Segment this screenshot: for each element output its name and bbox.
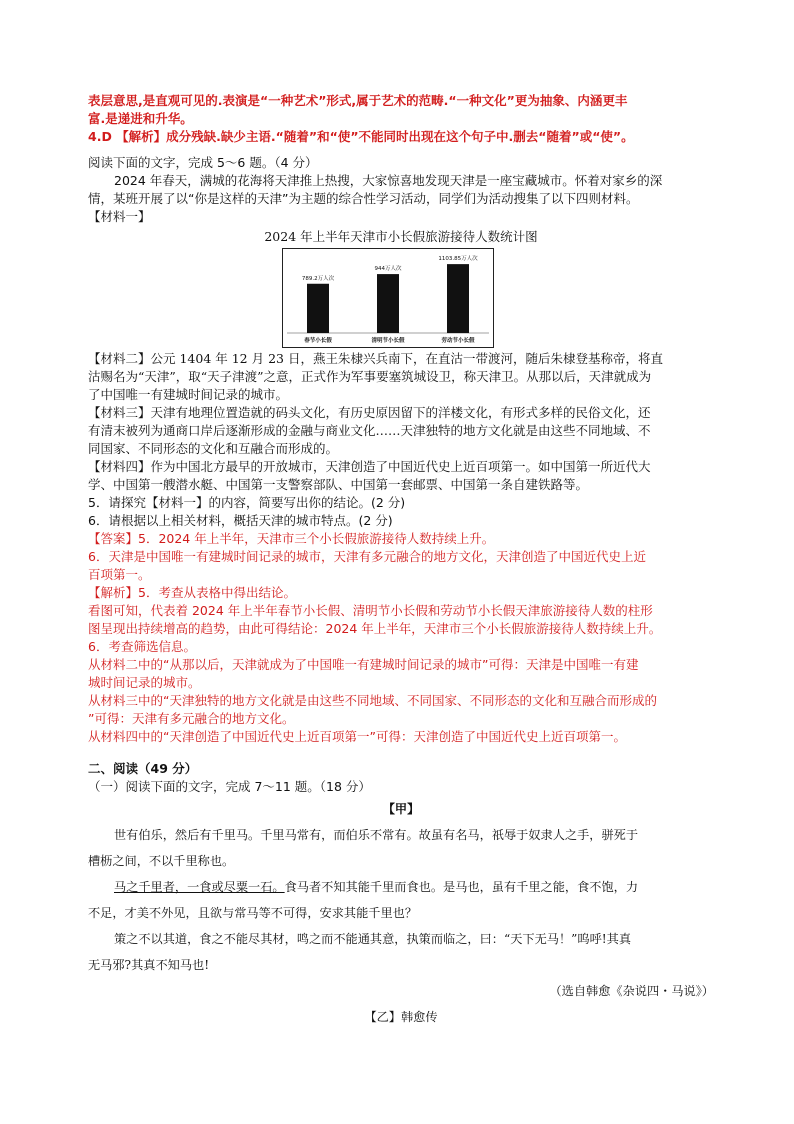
material-line: 了中国唯一有建城时间记录的城市。 <box>88 387 289 402</box>
text-line: 世有伯乐，然后有千里马。千里马常有，而伯乐不常有。故虽有名马，祇辱于奴隶人之手，骈死于 <box>114 828 639 842</box>
material-label: 【材料一】 <box>88 209 151 224</box>
text-label-jia: 【甲】 <box>382 802 420 816</box>
material-line: 学、中国第一艘潜水艇、中国第一支警察部队、中国第一套邮票、中国第一条自建铁路等。 <box>88 477 589 492</box>
material-line: 同国家、不同形态的文化和互融合而形成的。 <box>88 441 339 456</box>
source-citation: （选自韩愈《杂说四・马说》） <box>549 984 714 998</box>
answer-text: 表层意思,是直观可见的.表演是“一种艺术”形式,属于艺术的范畴.“一种文化”更为抽象、内涵更丰 <box>88 93 628 108</box>
analysis-line: 城时间记录的城市。 <box>88 675 201 690</box>
text-line: 不足，才美不外见，且欲与常马等不可得，安求其能千里也？ <box>88 906 418 920</box>
answer-line: 百项第一。 <box>88 567 151 582</box>
analysis-line: 6．考查筛选信息。 <box>88 639 196 654</box>
chart-svg <box>283 249 493 347</box>
chart-title: 2024 年上半年天津市小长假旅游接待人数统计图 <box>264 229 538 244</box>
data-label: 789.2万人次 <box>301 275 335 282</box>
chart-frame <box>282 248 494 348</box>
material-line: 【材料三】天津有地理位置造就的码头文化，有历史原因留下的洋楼文化，有形式多样的民俗文化，还 <box>88 405 651 420</box>
section-heading: 二、阅读（49 分） <box>88 761 198 776</box>
x-tick-label: 清明节小长假 <box>371 338 405 344</box>
x-tick-label: 春节小长假 <box>304 338 332 344</box>
analysis-line: 看图可知，代表着 2024 年上半年春节小长假、清明节小长假和劳动节小长假天津旅游接待人数的柱形 <box>88 603 653 618</box>
analysis-line: 【解析】5．考查从表格中得出结论。 <box>88 585 296 600</box>
analysis-line: 从材料四中的“天津创造了中国近代史上近百项第一”可得：天津创造了中国近代史上近百项第一。 <box>88 729 626 744</box>
underlined-sentence: 马之千里者，一食或尽粟一石。 <box>114 880 285 894</box>
analysis-line: 图呈现出持续增高的趋势，由此可得结论：2024 年上半年，天津市三个小长假旅游接待人数持续上升。 <box>88 621 662 636</box>
data-label: 1103.85万人次 <box>438 256 478 263</box>
bar-chart <box>88 228 714 348</box>
material-line: 【材料四】作为中国北方最早的开放城市，天津创造了中国近代史上近百项第一。如中国第一所近代大 <box>88 459 651 474</box>
bar <box>377 274 399 333</box>
analysis-line: 从材料二中的“从那以后，天津就成为了中国唯一有建城时间记录的城市”可得：天津是中国唯一有建 <box>88 657 639 672</box>
text-line: 策之不以其道，食之不能尽其材，鸣之而不能通其意，执策而临之，曰：“天下无马！”呜呼!其真 <box>114 932 632 946</box>
question-5: 5．请探究【材料一】的内容，简要写出你的结论。(2 分) <box>88 495 406 510</box>
bar <box>307 284 329 333</box>
bar <box>447 264 469 333</box>
analysis-line: 从材料三中的“天津独特的地方文化就是由这些不同地域、不同国家、不同形态的文化和互融合而形成的 <box>88 693 657 708</box>
classical-text <box>88 796 714 1030</box>
question-6: 6．请根据以上相关材料，概括天津的城市特点。(2 分) <box>88 513 393 528</box>
answer-line: 6．天津是中国唯一有建城时间记录的城市，天津有多元融合的地方文化，天津创造了中国近代史上近 <box>88 549 646 564</box>
paragraph-line: 2024 年春天，满城的花海将天津推上热搜，大家惊喜地发现天津是一座宝藏城市。怀着对家乡的深 <box>114 173 663 188</box>
x-tick-label: 劳动节小长假 <box>441 338 475 344</box>
material-line: 有清末被列为通商口岸后逐渐形成的金融与商业文化……天津独特的地方文化就是由这些不同地域、不 <box>88 423 651 438</box>
paragraph-line: 情，某班开展了以“你是这样的天津”为主题的综合性学习活动，同学们为活动搜集了以下四则材料。 <box>88 191 639 206</box>
document-page <box>88 92 714 1030</box>
section-subheading: （一）阅读下面的文字，完成 7～11 题。（18 分） <box>88 779 371 794</box>
answer-text: 4.D 【解析】成分残缺.缺少主语.“随着”和“使”不能同时出现在这个句子中.删去“随着”或“使”。 <box>88 129 634 144</box>
text-line: 无马邪?其真不知马也! <box>88 958 210 972</box>
reading-intro: 阅读下面的文字，完成 5～6 题。（4 分） <box>88 155 318 170</box>
answer-text: 富.是递进和升华。 <box>88 111 193 126</box>
text-line: 马之千里者，一食或尽粟一石。食马者不知其能千里而食也。是马也，虽有千里之能，食不饱，力 <box>114 880 639 894</box>
text-line: 槽枥之间，不以千里称也。 <box>88 854 235 868</box>
text-label-yi: 【乙】韩愈传 <box>364 1010 438 1024</box>
material-line: 沽赐名为“天津”，取“天子津渡”之意，正式作为军事要塞筑城设卫，称天津卫。从那以后，天津就成为 <box>88 369 652 384</box>
data-label: 944万人次 <box>374 266 402 273</box>
analysis-line: ”可得：天津有多元融合的地方文化。 <box>88 711 295 726</box>
material-line: 【材料二】公元 1404 年 12 月 23 日，燕王朱棣兴兵南下，在直沽一带渡河，随后朱棣登基称帝，将直 <box>88 351 663 366</box>
answer-line: 【答案】5．2024 年上半年，天津市三个小长假旅游接待人数持续上升。 <box>88 531 495 546</box>
